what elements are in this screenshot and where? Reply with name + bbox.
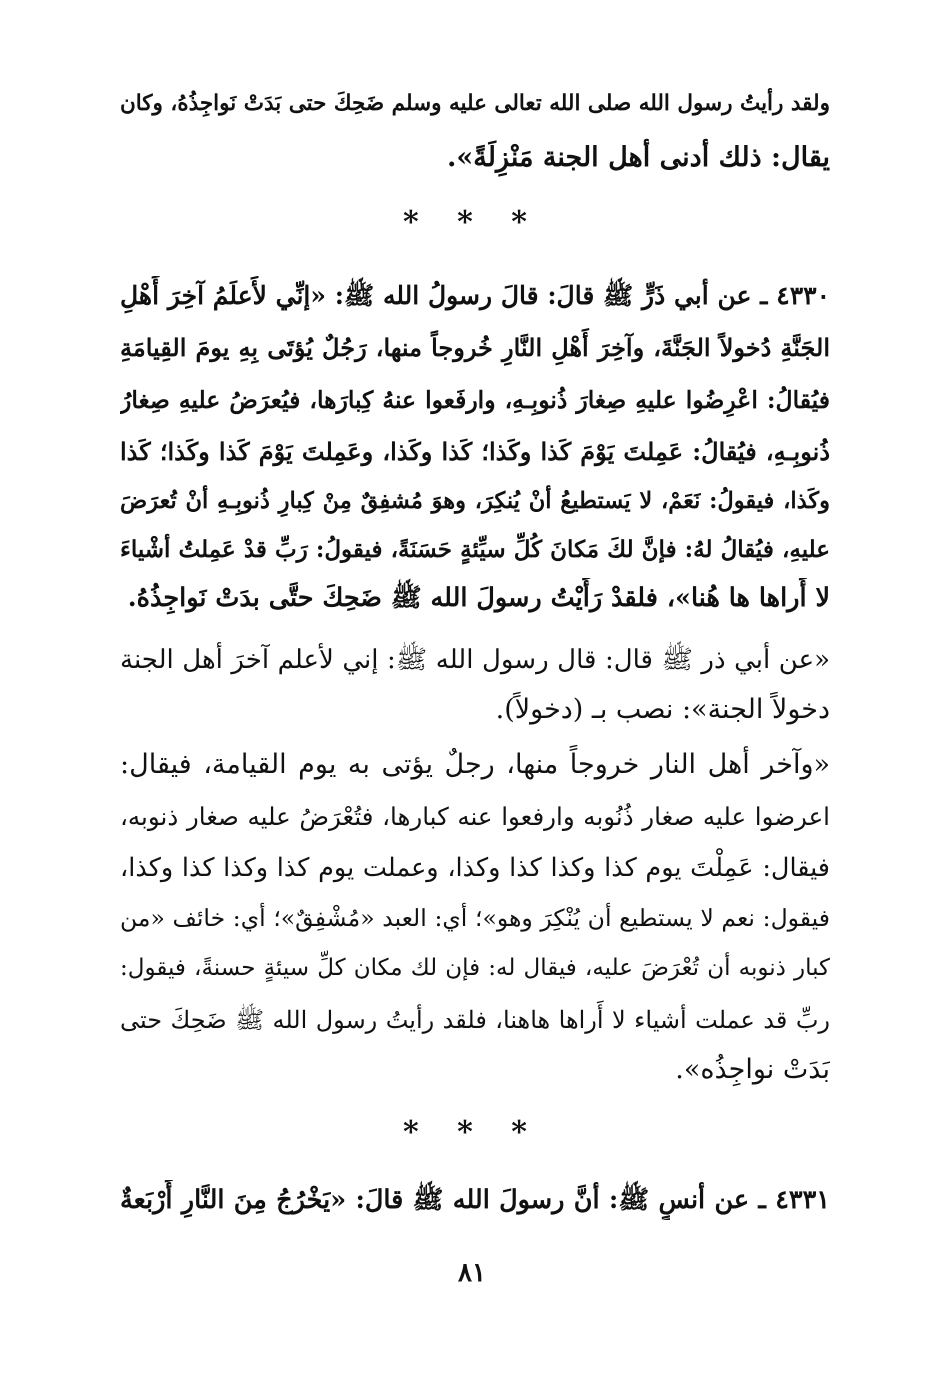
hadith-4330-line: ذُنوبِـهِ، فيُقالُ: عَمِلتَ يَوْمَ كَذا وكَذا؛ كَذا وكَذا، وعَمِلتَ يَوْمَ كَذا وكَذا؛ كَذا — [120, 437, 830, 466]
commentary-line: «عن أبي ذر ﷺ قال: قال رسول الله ﷺ: إني لأعلم آخرَ أهل الجنة — [120, 645, 830, 675]
intro-line: ولقد رأيتُ رسول الله صلى الله تعالى عليه وسلم ضَحِكَ حتى بَدَتْ نَواجِذُهُ، وكان — [120, 91, 830, 116]
section-separator: * * * — [403, 1115, 541, 1150]
hadith-4330-line: لا أَراها ها هُنا»، فلقدْ رَأَيْتُ رسولَ الله ﷺ ضَحِكَ حتَّى بدَتْ نَواجِذُهُ. — [127, 583, 830, 613]
hadith-4330-line: عليهِ، فيُقالُ لهُ: فإنَّ لكَ مَكانَ كُلِّ سيِّئةٍ حَسَنَةً، فيقولُ: رَبِّ قدْ عَمِلتُ أشْياءَ — [120, 536, 830, 563]
commentary-line: «وآخر أهل النار خروجاً منها، رجلٌ يؤتى به يوم القيامة، فيقال: — [120, 749, 830, 780]
commentary-line: كبار ذنوبه أن تُعْرَضَ عليه، فيقال له: فإن لك مكان كلِّ سيئةٍ حسنةً، فيقول: — [120, 955, 830, 981]
hadith-4330-line: وكَذا، فيقولُ: نَعَمْ، لا يَستطيعُ أنْ يُنكِرَ، وهوَ مُشفِقٌ مِنْ كِبارِ ذُنوبِـهِ أنْ تُعرَضَ — [120, 488, 830, 514]
commentary-line: فيقول: نعم لا يستطيع أن يُنْكِرَ وهو»؛ أي: العبد «مُشْفِقٌ»؛ أي: خائف «من — [120, 904, 830, 932]
commentary-line: اعرضوا عليه صغار ذُنُوبه وارفعوا عنه كبارها، فتُعْرَضُ عليه صغار ذنوبه، — [120, 802, 830, 831]
commentary-line: دخولاً الجنة»: نصب بـ (دخولاً). — [495, 694, 830, 725]
hadith-4330-line: ٤٣٣٠ ـ عن أبي ذَرٍّ ﷺ قالَ: قالَ رسولُ الله ﷺ: «إنِّي لأَعلَمُ آخِرَ أَهْلِ — [120, 281, 830, 310]
hadith-4331-line: ٤٣٣١ ـ عن أنسٍ ﷺ: أنَّ رسولَ الله ﷺ قالَ: «يَخْرُجُ مِنَ النَّارِ أَرْبَعةٌ — [120, 1185, 830, 1215]
commentary-line: بَدَتْ نواجِذُه». — [675, 1054, 830, 1085]
commentary-line: فيقال: عَمِلْتَ يوم كذا وكذا كذا وكذا، وعملت يوم كذا وكذا كذا وكذا، — [120, 853, 830, 883]
page-number: ٨١ — [458, 1258, 486, 1288]
commentary-line: ربِّ قد عملت أشياء لا أَراها هاهنا، فلقد رأيتُ رسول الله ﷺ ضَحِكَ حتى — [120, 1006, 830, 1034]
hadith-4330-line: فيُقالُ: اعْرِضُوا عليهِ صِغارَ ذُنوبِـهِ، وارفَعوا عنهُ كِبارَها، فيُعرَضُ عليهِ صِغارُ — [120, 386, 830, 414]
section-separator: * * * — [403, 205, 541, 240]
hadith-4330-line: الجَنَّةِ دُخولاً الجَنَّةَ، وآخِرَ أَهْلِ النَّارِ خُروجاً منها، رَجُلٌ يُؤتَى بِهِ يومَ القِيامَةِ — [120, 333, 830, 362]
intro-line: يقال: ذلك أدنى أهل الجنة مَنْزِلَةً». — [447, 142, 830, 173]
